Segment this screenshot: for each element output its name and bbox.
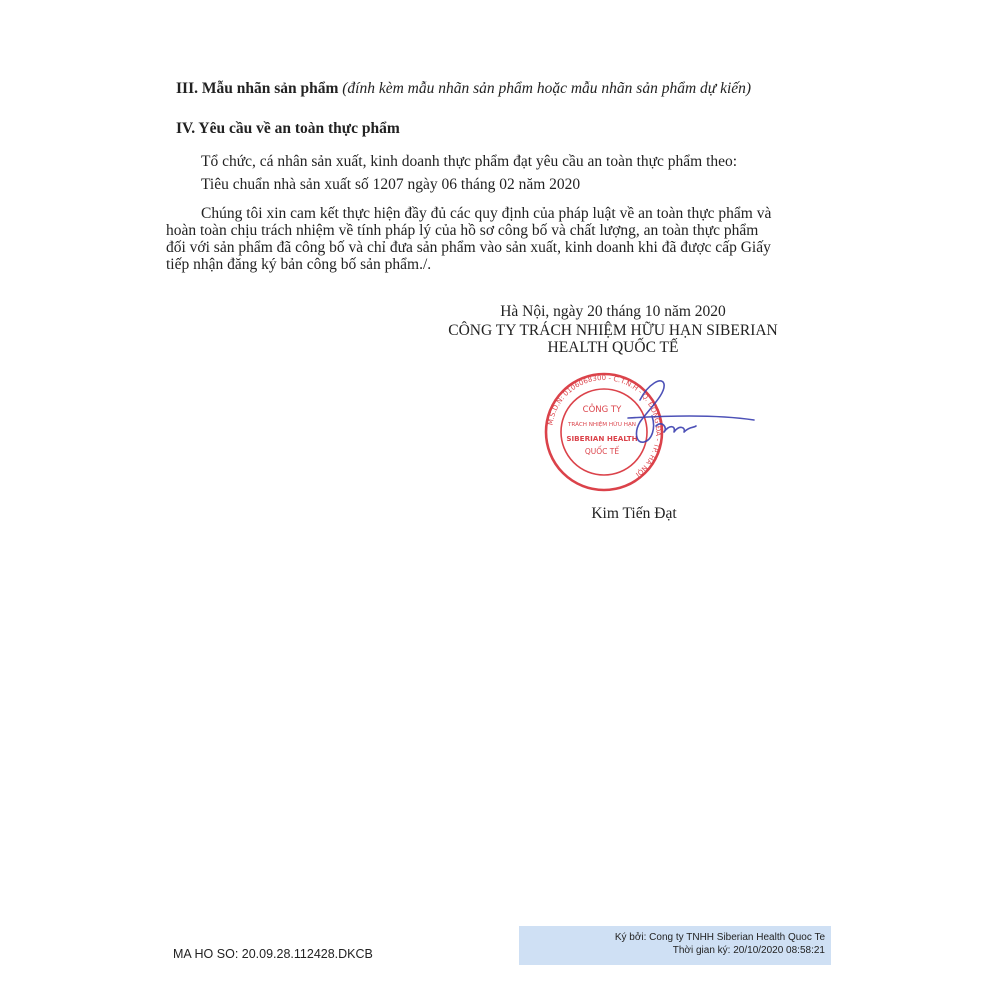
company-name-line-2: HEALTH QUỐC TẾ — [547, 339, 679, 356]
section-4-heading: IV. Yêu cầu về an toàn thực phẩm — [176, 120, 400, 137]
svg-text:CÔNG TY: CÔNG TY — [582, 405, 622, 415]
section-4-line-1: Tổ chức, cá nhân sản xuất, kinh doanh thực phẩm đạt yêu cầu an toàn thực phẩm theo: — [201, 153, 738, 170]
stamp-and-signature — [544, 370, 764, 495]
svg-text:M.S.D.N: 0106068300 - C.T.N.H: M.S.D.N: 0106068300 - C.T.N.H - Q. ĐỐNG ĐA - TP. HÀ NỘI — [546, 373, 663, 479]
section-4-line-2: Tiêu chuẩn nhà sản xuất số 1207 ngày 06 tháng 02 năm 2020 — [201, 176, 581, 193]
commitment-line: Chúng tôi xin cam kết thực hiện đầy đủ các quy định của pháp luật về an toàn thực phẩm và — [201, 205, 772, 222]
svg-text:SIBERIAN HEALTH: SIBERIAN HEALTH — [566, 434, 638, 443]
signed-time: Thời gian ký: 20/10/2020 08:58:21 — [672, 945, 825, 956]
date-place: Hà Nội, ngày 20 tháng 10 năm 2020 — [500, 303, 726, 320]
commitment-line: đối với sản phẩm đã công bố và chỉ đưa sản phẩm vào sản xuất, kinh doanh khi đã được cấp Giấy — [166, 239, 771, 256]
company-name-line-1: CÔNG TY TRÁCH NHIỆM HỮU HẠN SIBERIAN — [448, 322, 778, 339]
section-3-note: (đính kèm mẫu nhãn sản phẩm hoặc mẫu nhãn sản phẩm dự kiến) — [342, 80, 752, 97]
signer-name: Kim Tiến Đạt — [591, 505, 677, 522]
signed-by: Ký bởi: Cong ty TNHH Siberian Health Quoc Te — [614, 932, 825, 943]
svg-text:TRÁCH NHIỆM HỮU HẠN: TRÁCH NHIỆM HỮU HẠN — [568, 422, 636, 428]
commitment-line: tiếp nhận đăng ký bản công bố sản phẩm./. — [166, 256, 432, 273]
commitment-line: hoàn toàn chịu trách nhiệm về tính pháp lý của hồ sơ công bố và chất lượng, an toàn thực phẩm — [166, 222, 759, 239]
digital-signature-box — [519, 926, 831, 965]
section-3-heading-line — [176, 79, 751, 99]
section-3-heading: III. Mẫu nhãn sản phẩm — [176, 80, 339, 97]
svg-text:QUỐC TẾ: QUỐC TẾ — [584, 447, 620, 456]
commitment-paragraph — [166, 205, 782, 273]
company-stamp-image — [544, 370, 764, 495]
file-code: MA HO SO: 20.09.28.112428.DKCB — [173, 947, 373, 961]
